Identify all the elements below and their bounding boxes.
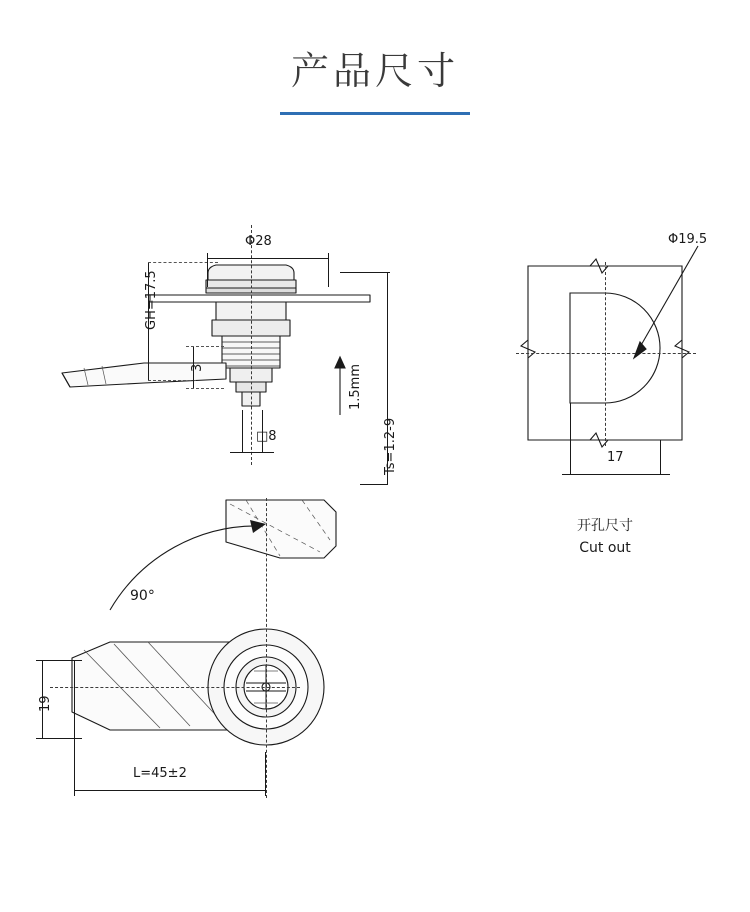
flange-dia-dim-line [207, 258, 329, 259]
three-ext-top [186, 346, 224, 347]
cam-length-label: L=45±2 [133, 766, 187, 781]
hole-dia-leader [600, 232, 720, 362]
cam-length-ext-left [74, 660, 75, 796]
square-dim-line [230, 452, 274, 453]
three-ext-bottom [186, 388, 224, 389]
cam-height-ext-top [36, 660, 82, 661]
gh-dim-label: GH=17.5 [144, 270, 159, 330]
ts-dim-label: Ts=1.2-9 [383, 417, 398, 475]
plan-view-geometry [40, 490, 420, 790]
ts-ext-bottom [360, 484, 388, 485]
side-view-centerline [251, 225, 252, 465]
plan-view-centerline-v [266, 498, 267, 798]
plan-view-centerline-h [50, 687, 300, 688]
square-ext-left [242, 410, 243, 452]
flange-dia-ext-left [207, 253, 208, 287]
flat-width-ext-right [660, 440, 661, 475]
flat-width-ext-left [570, 403, 571, 475]
cam-height-ext-bottom [36, 738, 82, 739]
page-title: 产品尺寸 [290, 49, 459, 93]
cutout-caption-en: Cut out [579, 540, 631, 556]
title-underline [280, 112, 470, 115]
cam-length-ext-right [265, 752, 266, 796]
flat-width-label: 17 [607, 450, 624, 465]
ts-ext-top [340, 272, 390, 273]
flange-dia-ext-right [328, 253, 329, 287]
gh-ext-bottom [148, 380, 196, 381]
flat-width-dim-line [562, 474, 670, 475]
flange-dia-label: Φ28 [245, 234, 272, 249]
panel-thickness-label: 1.5mm [348, 363, 363, 410]
hole-dia-label: Φ19.5 [668, 232, 708, 247]
three-dim-label: 3 [190, 363, 205, 372]
cam-length-dim-line [74, 790, 266, 791]
square-dim-label: □8 [256, 429, 277, 444]
cam-height-label: 19 [38, 695, 53, 712]
page-title-block [0, 49, 750, 115]
rotation-angle-label: 90° [130, 588, 155, 604]
cutout-caption-cn: 开孔尺寸 [577, 518, 633, 534]
